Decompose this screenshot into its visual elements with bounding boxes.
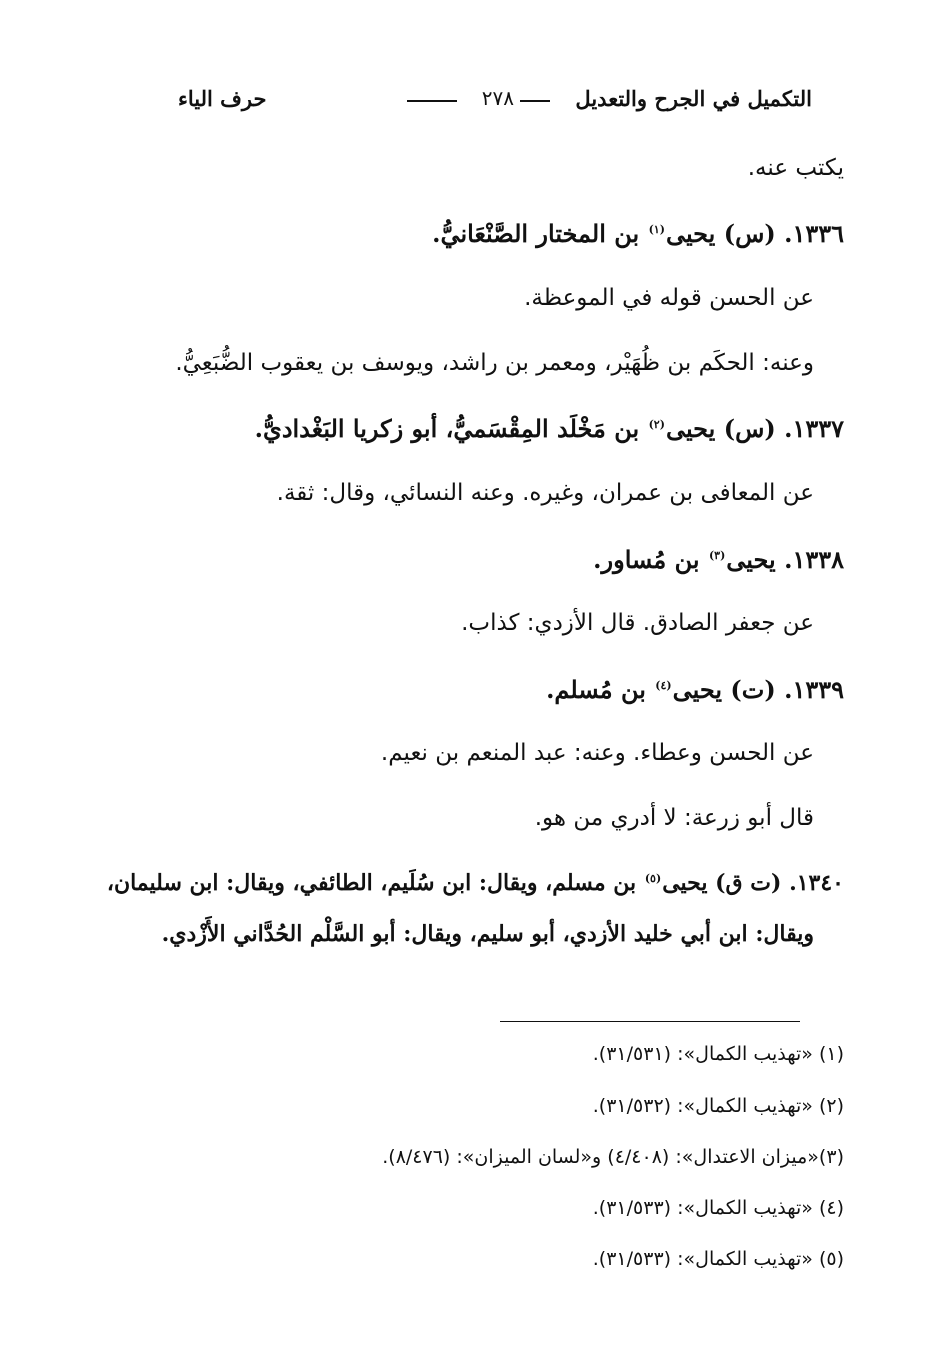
entry-title-1340: ١٣٤٠. (ت ق) يحيى$^{(٥)}$ بن مسلم، ويقال: ابن سُلَيم، الطائفي، ويقال: ابن سليمان،	[106, 870, 844, 896]
entry-title-1336: ١٣٣٦. (س) يحيى$^{(١)}$ بن المختار الصَّنْعَانيُّ.	[432, 219, 844, 248]
footnote-4: (٤) «تهذيب الكمال»: (٣١/٥٣٣).	[592, 1197, 844, 1219]
header-dash	[407, 100, 457, 102]
footnote-3: (٣)«ميزان الاعتدال»: (٤/٤٠٨) و«لسان الميزان»: (٨/٤٧٦).	[382, 1146, 844, 1168]
continuation-text: يكتب عنه.	[747, 155, 844, 181]
footnote-ref: (٢)	[648, 418, 665, 431]
entry-title-1339: ١٣٣٩. (ت) يحيى$^{(٤)}$ بن مُسلم.	[546, 675, 844, 704]
entry-text: عن المعافى بن عمران، وغيره. وعنه النسائي، وقال: ثقة.	[276, 480, 814, 506]
book-title: التكميل في الجرح والتعديل	[575, 86, 812, 111]
page-number: ٢٧٨	[481, 86, 514, 110]
header-dash	[520, 100, 550, 102]
footnote-ref: (٥)	[644, 871, 662, 885]
footnote-ref: (٤)	[655, 679, 672, 692]
footnote-5: (٥) «تهذيب الكمال»: (٣١/٥٣٣).	[592, 1248, 844, 1270]
footnote-1: (١) «تهذيب الكمال»: (٣١/٥٣١).	[592, 1043, 844, 1065]
entry-title-1337: ١٣٣٧. (س) يحيى$^{(٢)}$ بن مَخْلَد المِقْسَميُّ، أبو زكريا البَغْداديُّ.	[254, 414, 844, 443]
entry-text: عن جعفر الصادق. قال الأزدي: كذاب.	[461, 610, 814, 636]
footnote-2: (٢) «تهذيب الكمال»: (٣١/٥٣٢).	[592, 1095, 844, 1117]
entry-title-1340-continued: ويقال: ابن أبي خليد الأزدي، أبو سليم، ويقال: أبو السَّلْم الحُدَّاني الأَزْدي.	[161, 921, 814, 947]
entry-text: قال أبو زرعة: لا أدري من هو.	[534, 805, 814, 831]
section-title: حرف الياء	[178, 86, 267, 111]
entry-title-1338: ١٣٣٨. يحيى$^{(٣)}$ بن مُساور.	[593, 545, 844, 574]
entry-text: وعنه: الحكَم بن ظُهَيْر، ومعمر بن راشد، ويوسف بن يعقوب الضُّبَعِيُّ.	[175, 350, 814, 376]
footnote-ref: (١)	[648, 223, 665, 236]
running-header	[178, 86, 812, 118]
footnote-ref: (٣)	[708, 549, 726, 562]
entry-text: عن الحسن وعطاء. وعنه: عبد المنعم بن نعيم.	[380, 740, 814, 766]
entry-text: عن الحسن قوله في الموعظة.	[524, 285, 814, 311]
footnote-separator	[500, 1021, 800, 1022]
